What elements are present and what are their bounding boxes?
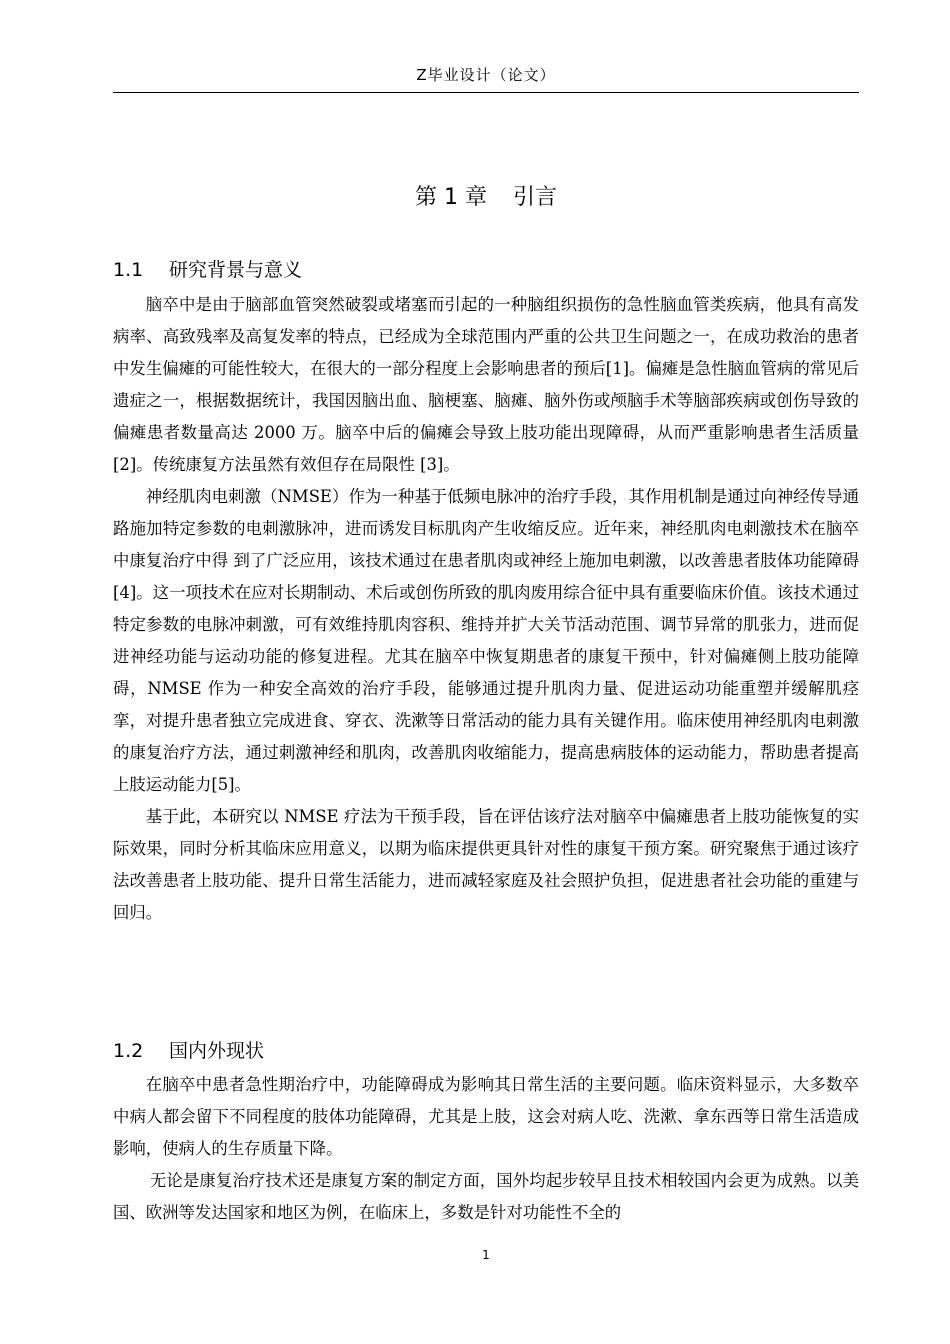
running-header: Z毕业设计（论文） xyxy=(416,66,556,84)
paragraph: 神经肌肉电刺激（NMSE）作为一种基于低频电脉冲的治疗手段，其作用机制是通过向神经传导通路施加特定参数的电刺激脉冲，进而诱发目标肌肉产生收缩反应。近年来，神经肌肉电刺激技术在脑卒中康复治疗中得 到了广泛应用，该技术通过在患者肌肉或神经上施加电刺激，以改善患者肢体功能障碍[4]。这一项技术在应对长期制动、术后或创伤所致的肌肉废用综合征中具有重要临床价值。该技术通过特定参数的电脉冲刺激，可有效维持肌肉容积、维持并扩大关节活动范围、调节异常的肌张力，进而促进神经功能与运动功能的修复进程。尤其在脑卒中恢复期患者的康复干预中，针对偏瘫侧上肢功能障碍，NMSE 作为一种安全高效的治疗手段，能够通过提升肌肉力量、促进运动功能重塑并缓解肌痉挛，对提升患者独立完成进食、穿衣、洗漱等日常活动的能力具有关键作用。临床使用神经肌肉电刺激的康复治疗方法，通过刺激神经和肌肉，改善肌肉收缩能力，提高患病肢体的运动能力，帮助患者提高上肢运动能力[5]。 xyxy=(113,487,859,794)
chapter-title xyxy=(113,180,859,211)
paragraph: 在脑卒中患者急性期治疗中，功能障碍成为影响其日常生活的主要问题。临床资料显示，大多数卒中病人都会留下不同程度的肢体功能障碍，尤其是上肢，这会对病人吃、洗漱、拿东西等日常生活造成影响，使病人的生存质量下降。 xyxy=(113,1075,859,1158)
chapter-heading: 引言 xyxy=(512,185,557,210)
section-title: 研究背景与意义 xyxy=(169,259,303,281)
section-heading-1-2 xyxy=(113,1036,264,1063)
page-number: 1 xyxy=(482,1248,490,1262)
section-body-1-2 xyxy=(113,1069,859,1229)
section-title: 国内外现状 xyxy=(169,1040,265,1062)
paragraph: 基于此，本研究以 NMSE 疗法为干预手段，旨在评估该疗法对脑卒中偏瘫患者上肢功能恢复的实际效果，同时分析其临床应用意义，以期为临床提供更具针对性的康复干预方案。研究聚焦于通过该疗法改善患者上肢功能、提升日常生活能力，进而减轻家庭及社会照护负担，促进患者社会功能的重建与回归。 xyxy=(113,807,859,922)
section-number: 1.1 xyxy=(113,259,144,281)
header-rule xyxy=(113,92,859,93)
paragraph: 无论是康复治疗技术还是康复方案的制定方面，国外均起步较早且技术相较国内会更为成熟。以美国、欧洲等发达国家和地区为例，在临床上，多数是针对功能性不全的 xyxy=(113,1171,859,1222)
chapter-number: 第 1 章 xyxy=(415,185,487,210)
paragraph: 脑卒中是由于脑部血管突然破裂或堵塞而引起的一种脑组织损伤的急性脑血管类疾病，他具有高发病率、高致残率及高复发率的特点，已经成为全球范围内严重的公共卫生问题之一，在成功救治的患者中发生偏瘫的可能性较大，在很大的一部分程度上会影响患者的预后[1]。偏瘫是急性脑血管病的常见后遗症之一，根据数据统计，我国因脑出血、脑梗塞、脑瘫、脑外伤或颅脑手术等脑部疾病或创伤导致的偏瘫患者数量高达 2000 万。脑卒中后的偏瘫会导致上肢功能出现障碍，从而严重影响患者生活质量[2]。传统康复方法虽然有效但存在局限性 [3]。 xyxy=(113,295,859,474)
section-number: 1.2 xyxy=(113,1040,144,1062)
section-heading-1-1 xyxy=(113,255,302,282)
section-body-1-1 xyxy=(113,289,859,929)
